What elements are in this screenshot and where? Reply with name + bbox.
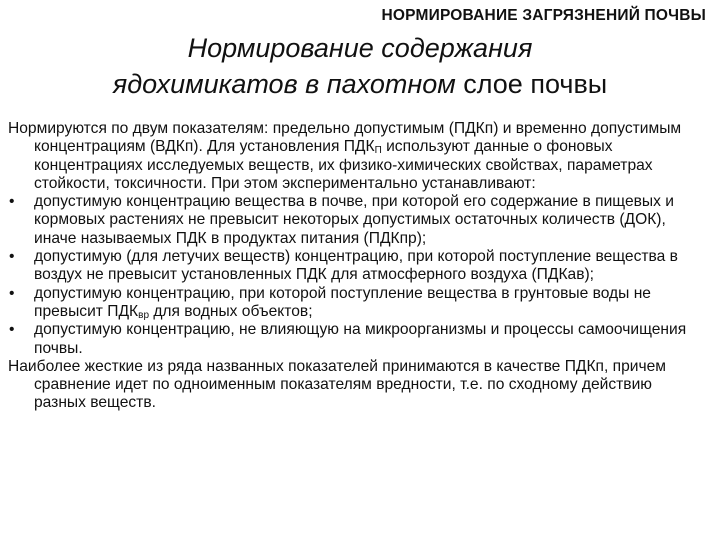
bullet-list <box>8 193 708 358</box>
bullet-text: допустимую (для летучих веществ) концентрацию, при которой поступление вещества в воздух не превысит установленных ПДК для атмосферного воздуха (ПДКав); <box>34 248 678 284</box>
bullet-icon: • <box>9 284 15 302</box>
bullet-text: допустимую концентрацию, не влияющую на микроорганизмы и процессы самоочищения почвы. <box>34 321 687 357</box>
intro-subscript: П <box>374 145 382 157</box>
conclusion-paragraph: Наиболее жесткие из ряда названных показателей принимаются в качестве ПДКп, причем сравнение идет по одноименным показателям вредности, т.е. по сходному действию разных веществ. <box>8 357 666 412</box>
title-line-2-italic: ядохимикатов в пахотном <box>112 69 456 99</box>
slide-body <box>8 120 708 413</box>
title-line-1: Нормирование содержания <box>187 33 533 63</box>
bullet-text-part2: для водных объектов; <box>149 302 313 320</box>
bullet-item-food <box>8 193 708 248</box>
slide-title <box>0 30 720 102</box>
bullet-subscript: вр <box>138 309 149 321</box>
bullet-icon: • <box>9 321 15 339</box>
bullet-item-air <box>8 248 708 285</box>
bullet-text: допустимую концентрацию вещества в почве, при которой его содержание в пищевых и кормовых растениях не превысит некоторых допустимых остаточных количеств (ДОК), иначе называемых ПДК в продуктах питания (ПДКпр); <box>34 193 674 247</box>
intro-paragraph <box>8 120 708 193</box>
title-line-2-upright: слое почвы <box>455 69 608 99</box>
bullet-icon: • <box>9 248 15 266</box>
intro-text-part2: используют данные о фоновых концентрациях исследуемых веществ, их физико-химических свойствах, параметрах стойкости, токсичности. При этом экспериментально устанавливают: <box>34 138 653 192</box>
section-header: НОРМИРОВАНИЕ ЗАГРЯЗНЕНИЙ ПОЧВЫ <box>381 7 706 24</box>
bullet-item-microorganisms <box>8 321 708 358</box>
title-line-2 <box>0 66 720 102</box>
bullet-text-part1: допустимую концентрацию, при которой поступление вещества в грунтовые воды не превысит ПДК <box>34 284 651 320</box>
bullet-icon: • <box>9 193 15 211</box>
bullet-item-groundwater <box>8 285 708 322</box>
intro-text-part1: Нормируются по двум показателям: предельно допустимым (ПДКп) и временно допустимым концентрациям (ВДКп). Для установления ПДК <box>8 120 682 156</box>
